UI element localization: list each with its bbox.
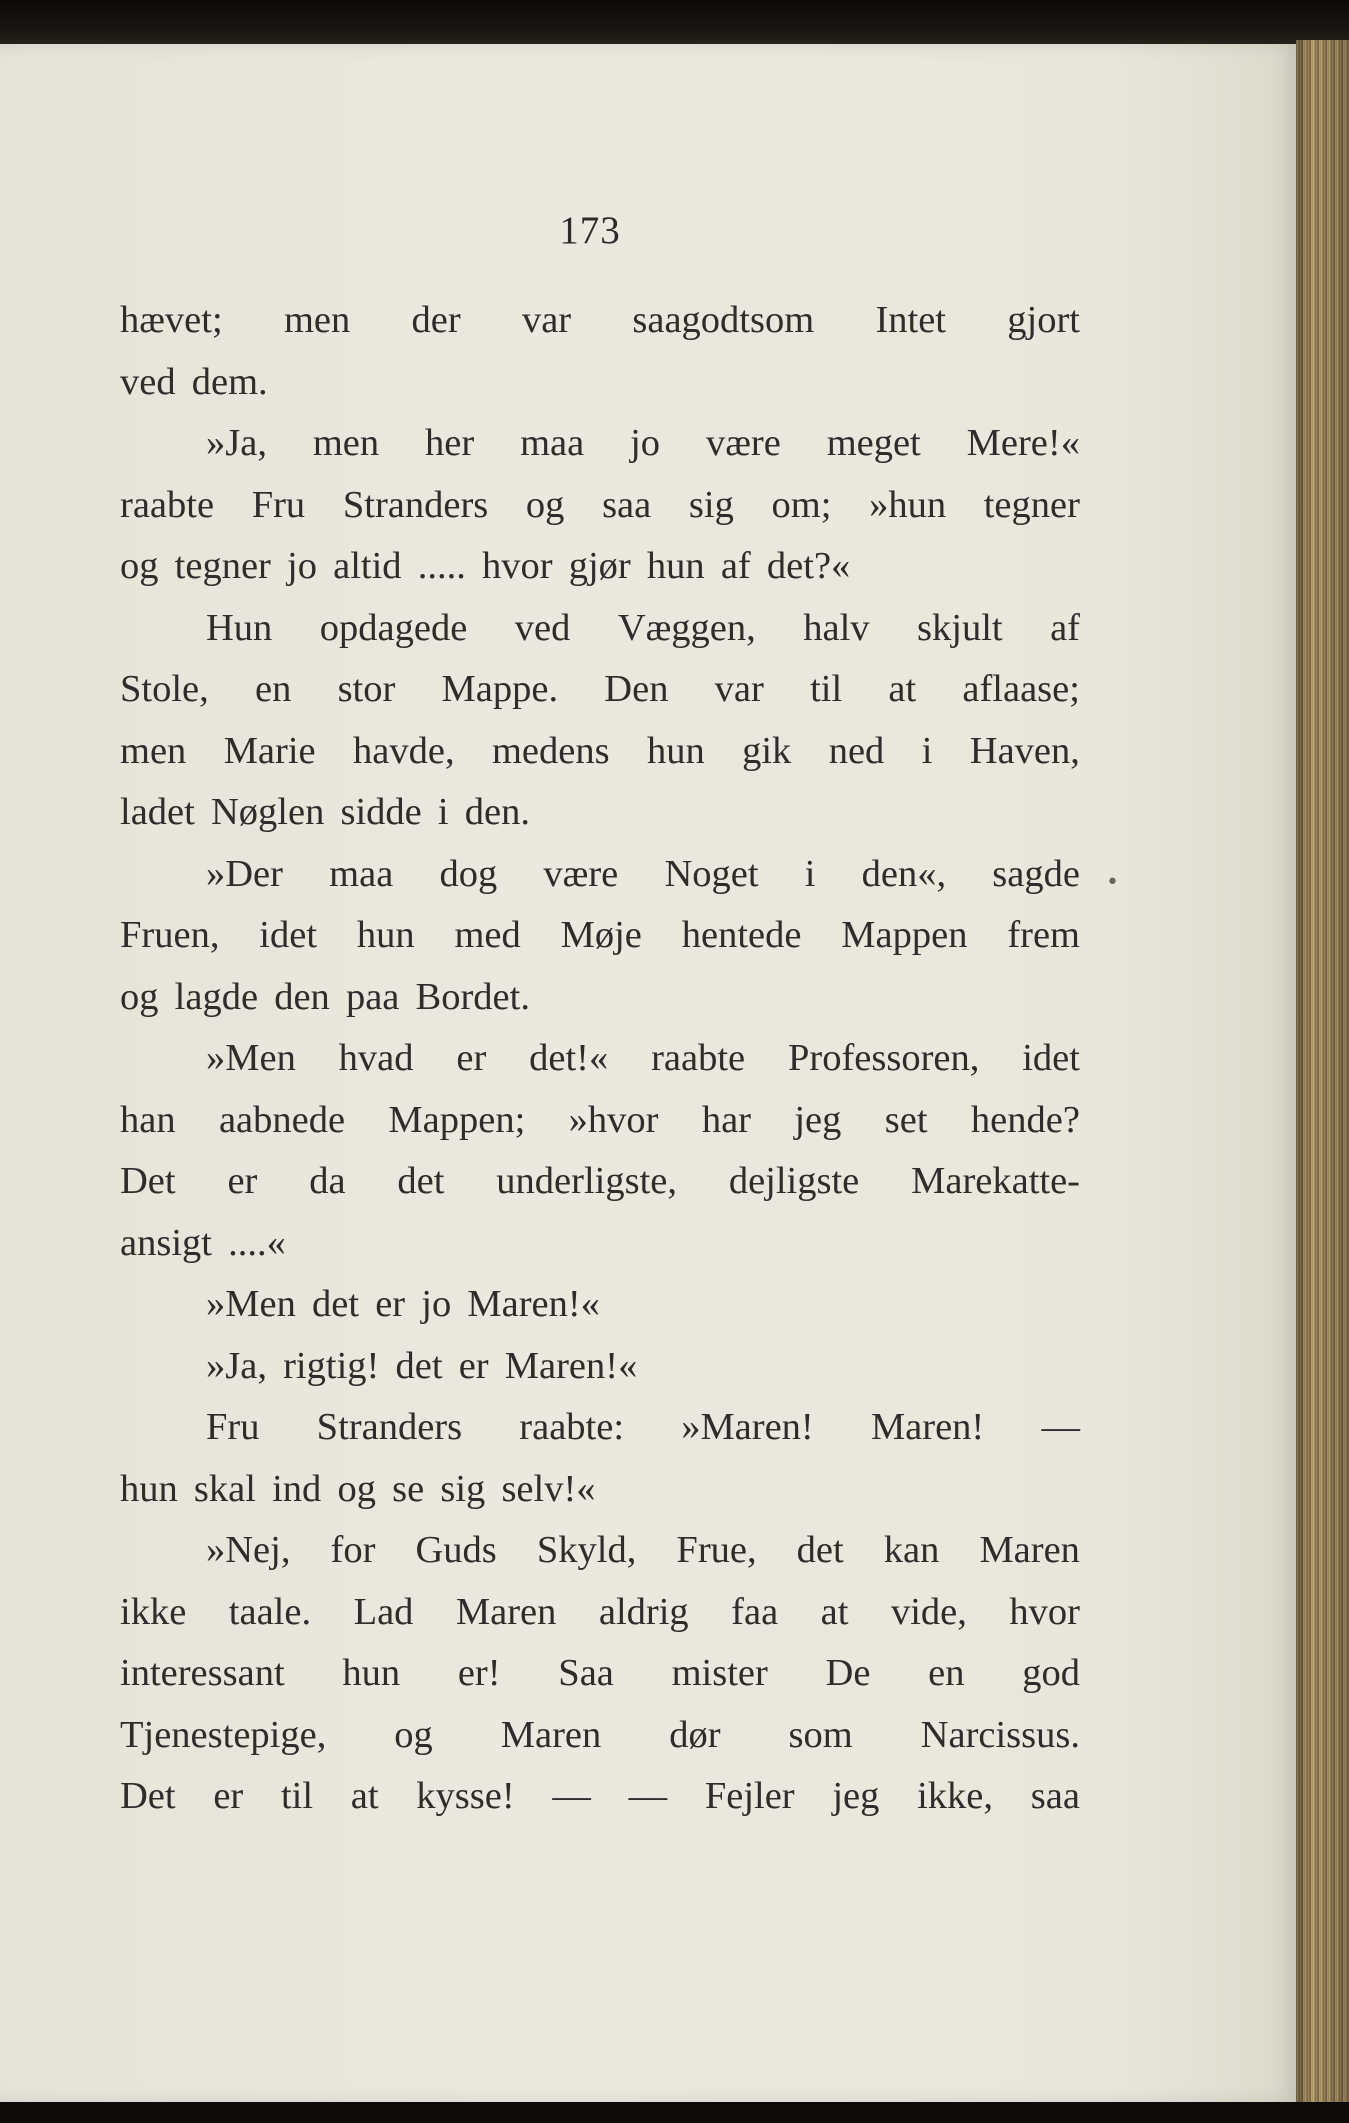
word: hun <box>646 729 705 772</box>
word: en <box>255 668 292 710</box>
word: raabte: <box>519 1406 625 1448</box>
word: Den <box>604 668 669 710</box>
text-line <box>120 1459 1080 1521</box>
word: det?« <box>766 545 851 587</box>
word: Mappe. <box>441 668 559 710</box>
word: raabte <box>120 483 215 526</box>
word: og <box>394 1713 433 1756</box>
word: saa <box>602 483 652 526</box>
word: med <box>454 914 521 956</box>
word: er <box>375 1283 406 1325</box>
word: være <box>543 852 619 895</box>
word: — <box>552 1775 591 1817</box>
word: være <box>705 422 781 464</box>
word: ikke, <box>917 1775 994 1817</box>
word: at <box>888 668 917 710</box>
word: ....« <box>228 1221 286 1264</box>
word: dem. <box>191 360 268 403</box>
word: Mere!« <box>966 422 1080 464</box>
word: god <box>1022 1652 1080 1694</box>
word: vide, <box>890 1590 967 1633</box>
word: Stole, <box>120 668 209 710</box>
word: Professoren, <box>787 1037 980 1079</box>
text-line <box>120 905 1080 967</box>
word: hvor <box>482 545 553 587</box>
word: har <box>701 1098 751 1141</box>
word: dør <box>669 1713 721 1756</box>
word: »Men <box>206 1283 296 1325</box>
word: Maren!« <box>467 1283 600 1325</box>
word: halv <box>803 606 870 649</box>
word: jeg <box>832 1775 880 1817</box>
word: i <box>804 852 816 895</box>
text-line <box>120 1582 1080 1644</box>
text-line <box>120 290 1080 352</box>
word: maa <box>329 852 394 895</box>
word: hvor <box>1009 1590 1080 1633</box>
text-line <box>120 598 1080 660</box>
word: af <box>1050 606 1080 649</box>
word: hævet; <box>120 299 223 341</box>
word: jo <box>421 1283 452 1325</box>
word: var <box>714 668 764 710</box>
word: og <box>120 975 159 1018</box>
word: Marie <box>223 729 316 772</box>
word: selv!« <box>501 1467 596 1510</box>
word: Stranders <box>342 483 489 526</box>
word: Tjenestepige, <box>120 1713 327 1756</box>
word: sig <box>688 483 734 526</box>
word: ladet <box>120 791 195 833</box>
word: i <box>437 791 449 833</box>
page-number: 173 <box>559 209 621 252</box>
word: Noget <box>664 852 759 895</box>
word: den <box>274 975 330 1018</box>
word: af <box>720 545 751 587</box>
text-line <box>120 659 1080 721</box>
word: kysse! <box>416 1775 515 1817</box>
word: aldrig <box>598 1590 689 1633</box>
word: »hvor <box>568 1098 659 1141</box>
word: det <box>397 1160 445 1202</box>
text-line <box>120 1520 1080 1582</box>
text-line <box>120 536 1080 598</box>
word: men <box>312 422 380 464</box>
word: Guds <box>415 1529 497 1571</box>
word: ved <box>120 360 176 403</box>
word: — <box>628 1775 668 1817</box>
scan-bottom-edge <box>0 2102 1349 2123</box>
word: om; <box>771 483 832 526</box>
word: frem <box>1007 914 1080 956</box>
word: stor <box>337 668 396 710</box>
word: maa <box>520 422 585 464</box>
word: ned <box>828 729 885 772</box>
word: »Maren! <box>681 1406 814 1448</box>
text-line <box>120 1090 1080 1152</box>
word: men <box>283 299 351 341</box>
word: dejligste <box>728 1160 860 1202</box>
word: Intet <box>875 299 946 341</box>
word: som <box>788 1713 853 1756</box>
word: er <box>213 1775 244 1817</box>
word: medens <box>491 729 610 772</box>
word: Maren <box>979 1529 1080 1571</box>
word: Mappen; <box>388 1098 526 1141</box>
word: sidde <box>340 791 422 833</box>
word: Det <box>120 1775 176 1817</box>
word: Fru <box>251 483 306 526</box>
word: Fruen, <box>120 914 220 956</box>
word: Saa <box>558 1652 614 1694</box>
word: Lad <box>353 1590 414 1633</box>
word: hun <box>646 545 705 587</box>
word: den«, <box>861 852 947 895</box>
word: Hun <box>206 606 273 649</box>
word: jo <box>287 545 317 587</box>
word: set <box>884 1098 928 1141</box>
word: opdagede <box>319 606 468 649</box>
word: »Nej, <box>206 1529 291 1571</box>
word: ansigt <box>120 1221 212 1264</box>
word: her <box>425 422 475 464</box>
word: der <box>411 299 461 341</box>
word: jeg <box>794 1098 842 1141</box>
word: lagde <box>174 975 259 1018</box>
text-line <box>120 1213 1080 1275</box>
word: gjort <box>1007 299 1080 341</box>
word: Maren!« <box>504 1344 638 1387</box>
word: aabnede <box>218 1098 346 1141</box>
word: men <box>120 729 187 772</box>
word: at <box>350 1775 379 1817</box>
text-line <box>120 1274 1080 1336</box>
word: interessant <box>120 1652 285 1694</box>
word: det <box>395 1344 443 1387</box>
scan-top-edge <box>0 0 1349 44</box>
text-line <box>120 967 1080 1029</box>
word: Skyld, <box>536 1529 637 1571</box>
word: havde, <box>353 729 455 772</box>
word: for <box>330 1529 376 1571</box>
word: gik <box>742 729 792 772</box>
word: at <box>820 1590 849 1633</box>
word: altid <box>333 545 402 587</box>
word: Haven, <box>969 729 1080 772</box>
word: »Ja, <box>206 1344 267 1387</box>
text-line <box>120 721 1080 783</box>
word: faa <box>731 1590 779 1633</box>
text-line <box>120 1705 1080 1767</box>
word: og <box>525 483 565 526</box>
body-text <box>120 290 1080 1828</box>
word: han <box>120 1098 176 1141</box>
word: saa <box>1030 1775 1080 1817</box>
word: til <box>810 668 843 710</box>
word: er <box>227 1160 258 1202</box>
word: er <box>458 1344 489 1387</box>
word: Det <box>120 1160 176 1202</box>
text-line <box>120 1643 1080 1705</box>
word: raabte <box>651 1037 746 1079</box>
word: Fru <box>206 1406 260 1448</box>
word: paa <box>345 975 400 1018</box>
text-line <box>120 1766 1080 1828</box>
word: se <box>392 1467 425 1510</box>
word: hun <box>120 1467 178 1510</box>
word: hende? <box>970 1098 1080 1141</box>
word: sig <box>440 1467 486 1510</box>
word: idet <box>259 914 318 956</box>
text-line <box>120 475 1080 537</box>
word: Narcissus. <box>920 1713 1080 1756</box>
word: det <box>796 1529 844 1571</box>
word: Stranders <box>316 1406 463 1448</box>
word: ved <box>514 606 571 649</box>
word: Maren <box>500 1713 602 1756</box>
word: til <box>280 1775 314 1817</box>
word: og <box>337 1467 376 1510</box>
word: skal <box>193 1467 256 1510</box>
text-line <box>120 352 1080 414</box>
word: meget <box>826 422 921 464</box>
word: hvad <box>338 1037 414 1079</box>
word: Maren <box>455 1590 557 1633</box>
word: i <box>921 729 933 772</box>
word: ..... <box>417 545 466 587</box>
text-line <box>120 1028 1080 1090</box>
word: er <box>456 1037 487 1079</box>
word: hun <box>342 1652 401 1694</box>
word: Møje <box>560 914 642 956</box>
word: kan <box>883 1529 940 1571</box>
word: en <box>928 1652 965 1694</box>
word: Fejler <box>704 1775 795 1817</box>
word: De <box>825 1652 871 1694</box>
word: da <box>309 1160 346 1202</box>
word: hun <box>356 914 415 956</box>
word: »Men <box>206 1037 296 1079</box>
word: Væggen, <box>617 606 756 649</box>
word: ikke <box>120 1590 187 1633</box>
word: idet <box>1022 1037 1080 1079</box>
word: underligste, <box>496 1160 677 1202</box>
text-line <box>120 1151 1080 1213</box>
word: det!« <box>529 1037 609 1079</box>
text-line <box>120 1336 1080 1398</box>
word: tegner <box>174 545 271 587</box>
word: jo <box>630 422 661 464</box>
word: Mappen <box>841 914 968 956</box>
text-line <box>120 782 1080 844</box>
word: Marekatte- <box>911 1160 1080 1202</box>
word: Nøglen <box>210 791 325 833</box>
margin-speck: • <box>1106 870 1119 895</box>
word: er! <box>457 1652 501 1694</box>
word: »Ja, <box>206 422 267 464</box>
word: dog <box>439 852 498 895</box>
word: ind <box>272 1467 322 1510</box>
word: det <box>311 1283 360 1325</box>
word: var <box>521 299 572 341</box>
word: taale. <box>228 1590 312 1633</box>
word: og <box>120 545 159 587</box>
word: hentede <box>681 914 802 956</box>
word: Frue, <box>676 1529 757 1571</box>
word: »hun <box>869 483 947 526</box>
word: — <box>1041 1406 1080 1448</box>
word: mister <box>671 1652 768 1694</box>
word: skjult <box>917 606 1003 649</box>
word: rigtig! <box>283 1344 380 1387</box>
text-line <box>120 844 1080 906</box>
text-line <box>120 1397 1080 1459</box>
word: tegner <box>983 483 1080 526</box>
word: Bordet. <box>415 975 530 1018</box>
word: saagodtsom <box>632 299 815 341</box>
word: »Der <box>206 852 283 895</box>
word: gjør <box>568 545 631 587</box>
word: aflaase; <box>962 668 1080 710</box>
text-line <box>120 413 1080 475</box>
page-edges-shadow <box>1296 40 1349 2102</box>
word: Maren! <box>870 1406 985 1448</box>
word: sagde <box>992 852 1080 895</box>
word: den. <box>464 791 530 833</box>
